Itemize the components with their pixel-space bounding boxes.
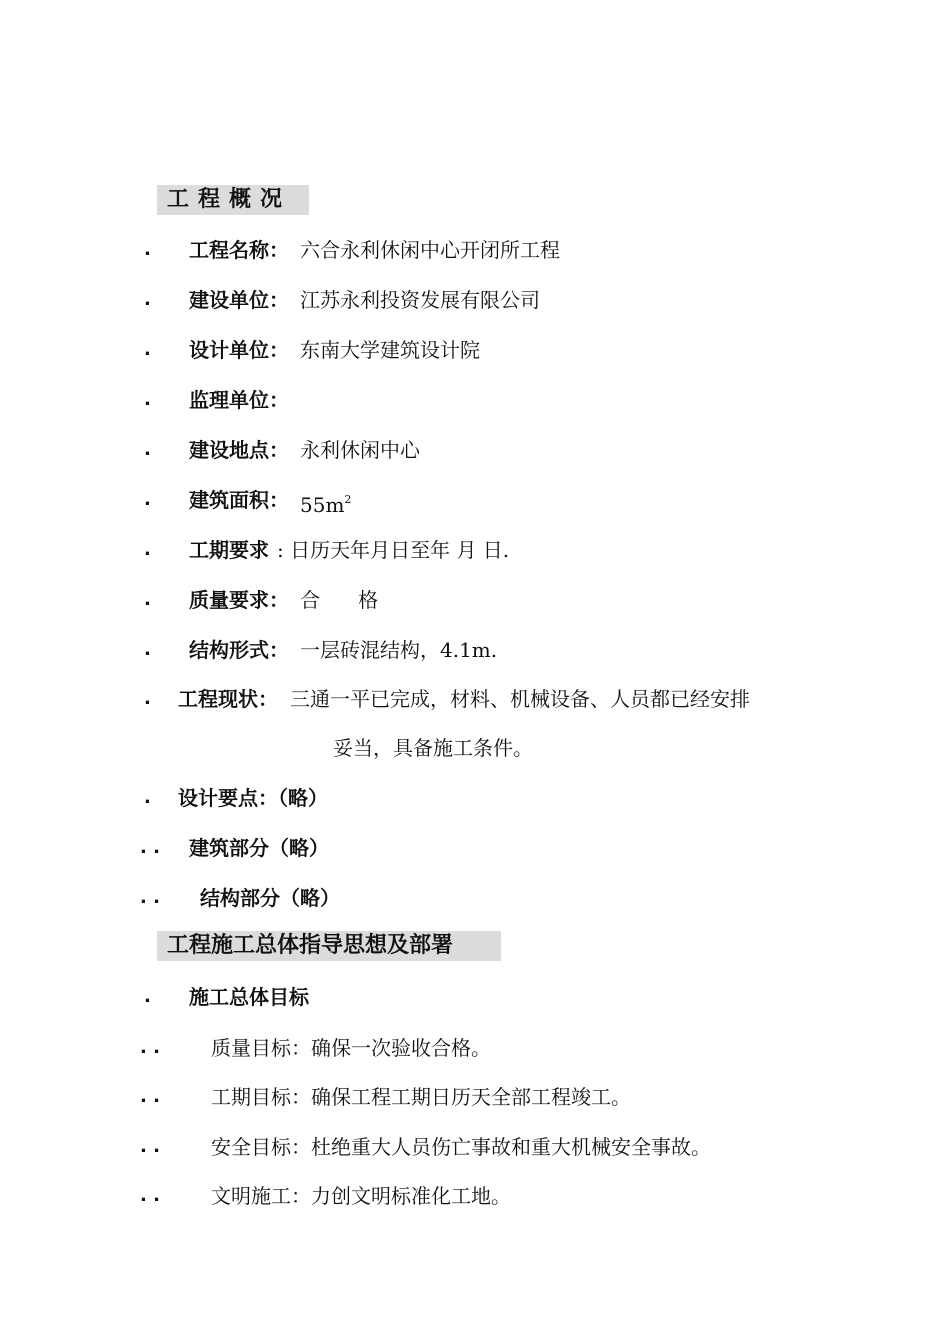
subsection-label: 设计要点：（略） [178, 786, 328, 810]
section-heading-construction-guidance: 工程施工总体指导思想及部署 [157, 931, 501, 961]
field-value [300, 485, 351, 520]
superscript: 2 [344, 493, 352, 506]
list-item [0, 335, 950, 365]
list-item [0, 1181, 950, 1211]
subsection-label: 施工总体目标 [189, 985, 309, 1009]
list-item [0, 235, 950, 265]
field-value: 合 格 [300, 588, 379, 612]
bullet: . [144, 389, 151, 410]
bullet: . [144, 339, 151, 360]
bullet: . [144, 639, 151, 660]
subsection-label: 建筑部分（略） [189, 836, 329, 860]
field-label: 质量要求： [189, 588, 289, 612]
field-value: 永利休闲中心 [300, 438, 420, 462]
list-item-continuation [0, 733, 950, 763]
list-item [0, 982, 950, 1012]
field-value-continuation: 妥当，具备施工条件。 [333, 736, 533, 760]
field-label: 建设单位： [189, 288, 289, 312]
list-item [0, 833, 950, 863]
field-value: : 日历天年月日至年 月 日. [277, 538, 510, 562]
bullet: . . [140, 837, 160, 858]
field-label: 建筑面积： [189, 488, 289, 512]
field-label: 工期要求 [189, 538, 269, 562]
bullet: . [144, 489, 151, 510]
list-item [0, 285, 950, 315]
subsection-label: 结构部分（略） [200, 886, 340, 910]
area-value: 55m [300, 493, 345, 517]
field-value: 六合永利休闲中心开闭所工程 [300, 238, 560, 262]
goal-text: 文明施工：力创文明标准化工地。 [211, 1184, 511, 1208]
bullet: . [144, 986, 151, 1007]
bullet: . [144, 787, 151, 808]
list-item [0, 385, 950, 415]
field-label: 工程名称： [189, 238, 289, 262]
goal-text: 质量目标：确保一次验收合格。 [211, 1036, 491, 1060]
field-label: 监理单位： [189, 388, 289, 412]
bullet: . . [140, 1037, 160, 1058]
section-heading-project-overview: 工程概况 [157, 185, 309, 215]
bullet: . [144, 289, 151, 310]
field-value: 东南大学建筑设计院 [300, 338, 480, 362]
field-label: 建设地点： [189, 438, 289, 462]
list-item [0, 485, 950, 515]
list-item [0, 1132, 950, 1162]
bullet: . . [140, 1136, 160, 1157]
field-value: 江苏永利投资发展有限公司 [300, 288, 540, 312]
list-item [0, 585, 950, 615]
field-value: 三通一平已完成，材料、机械设备、人员都已经安排 [290, 687, 750, 711]
field-label: 结构形式： [189, 638, 289, 662]
bullet: . [144, 589, 151, 610]
goal-text: 安全目标：杜绝重大人员伤亡事故和重大机械安全事故。 [211, 1135, 711, 1159]
list-item [0, 635, 950, 665]
list-item [0, 684, 950, 714]
list-item [0, 535, 950, 565]
field-label: 设计单位： [189, 338, 289, 362]
field-label: 工程现状： [178, 687, 278, 711]
field-value: 一层砖混结构，4.1m. [300, 638, 498, 662]
list-item [0, 783, 950, 813]
bullet: . [144, 539, 151, 560]
bullet: . . [140, 887, 160, 908]
list-item [0, 435, 950, 465]
list-item [0, 1082, 950, 1112]
bullet: . . [140, 1086, 160, 1107]
bullet: . [144, 239, 151, 260]
bullet: . [144, 688, 151, 709]
bullet: . . [140, 1185, 160, 1206]
goal-text: 工期目标：确保工程工期日历天全部工程竣工。 [211, 1085, 631, 1109]
list-item [0, 883, 950, 913]
bullet: . [144, 439, 151, 460]
list-item [0, 1033, 950, 1063]
